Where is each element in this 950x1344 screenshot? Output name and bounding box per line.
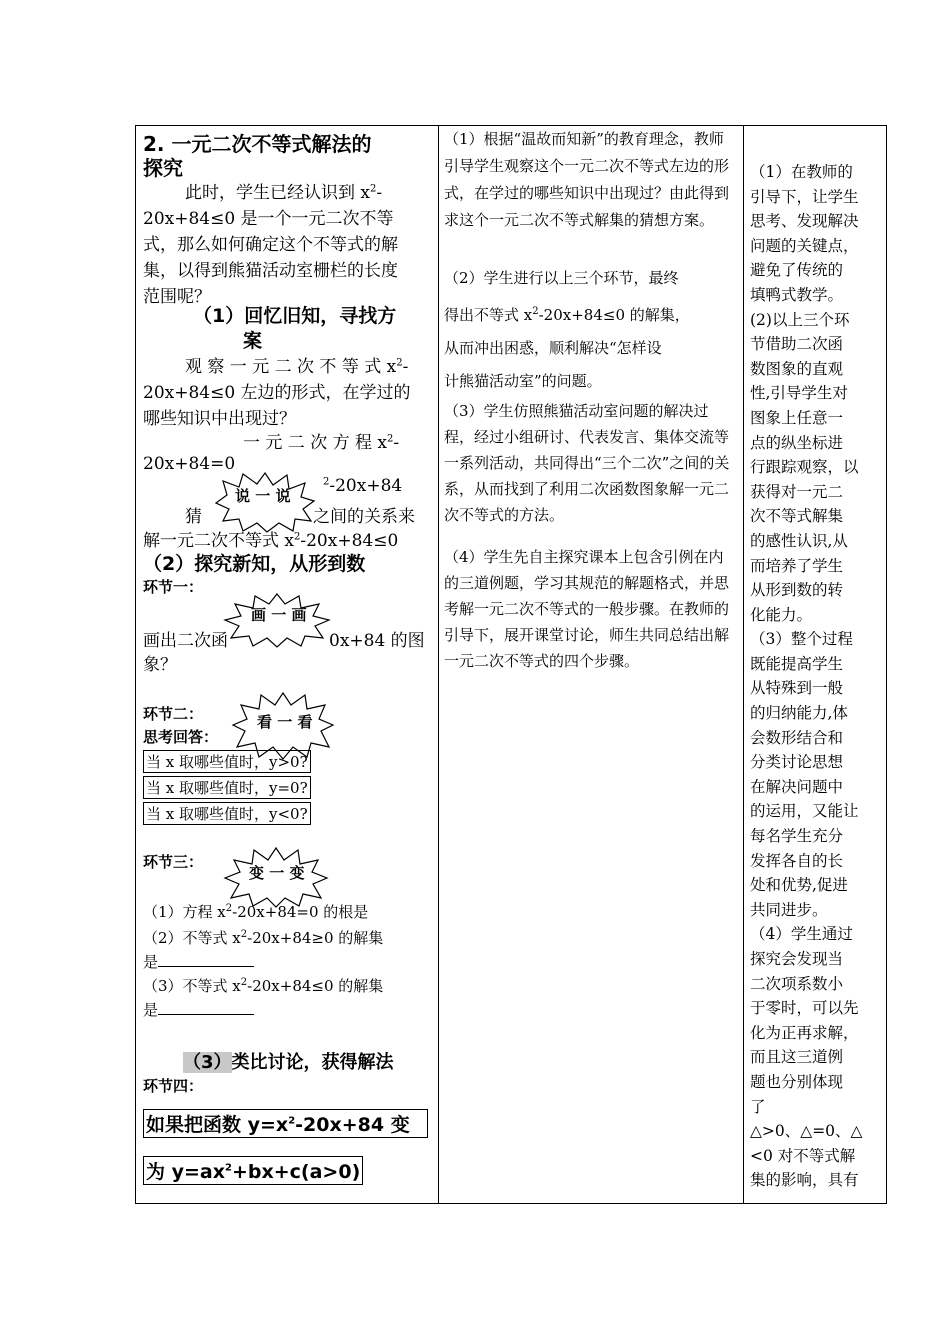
draw-task-text: 象？ [143,655,177,675]
observe-text: 20x+84≤0 左边的形式，在学过的 [143,383,411,403]
function-box: 如果把函数 $y=x^2-20x+84$ 变 [143,1109,428,1138]
exercise-2: （2）不等式 $x^2-20x+84\ge 0$ 的解集 [143,929,384,947]
activity-paragraph-1: （1）根据“温故而知新”的教育理念，教师引导学生观察这个一元二次不等式左边的形式，在学过的哪些知识中出现过？由此得到求这个一元二次不等式解集的猜想方案。 [444,130,730,229]
design-intent-column [750,126,880,1203]
subsection-heading: （3）类比讨论，获得解法 [183,1052,394,1073]
observe-text: 哪些知识中出现过？ [143,409,296,429]
subsection-heading: （1）回忆旧知，寻找方 [193,305,397,327]
question-box: 当 x 取哪些值时，y<0? [143,802,311,825]
guess-text: 解一元二次不等式 $x^2-20x+84\le 0$ [143,531,399,551]
stage-label: 环节二： [143,705,204,723]
section-heading: 2. 一元二次不等式解法的 [143,132,372,156]
section-heading-cont: 探究 [143,156,183,180]
question-box: 当 x 取哪些值时，y=0? [143,776,311,799]
equation-text: 20x+84=0 [143,454,236,474]
say-star-callout [215,471,315,533]
intro-text: 此时，学生已经认识到 $x^2-$ [185,183,383,203]
look-star-label: 看 一 看 [257,713,313,731]
subsection-heading: （2）探究新知，从形到数 [143,553,366,575]
draw-task-text: 画出二次函 [143,631,228,651]
question-box: 当 x 取哪些值时，y>0? [143,750,311,773]
exercise-3-answer: 是 [143,999,254,1020]
activity-column [444,126,738,1203]
function-box: 为 $y=ax^2+bx+c(a>0)$ [143,1156,363,1185]
answer-blank[interactable] [158,1000,254,1015]
draw-task-text: 0x+84 的图 [329,631,425,651]
subsection-heading-cont: 案 [243,330,263,352]
activity-paragraph-2: （2）学生进行以上三个环节，最终 得出不等式 $x^2-20x+84\le 0$ 的解集， 从而冲出困惑，顺利解决“怎样设 计熊猫活动室”的问题。 [444,269,690,390]
change-star-callout [223,846,329,908]
draw-star-label: 画 一 画 [251,606,307,624]
content-column [143,126,433,1203]
intro-text: 集，以得到熊猫活动室栅栏的长度 [143,261,398,281]
guess-text: 猜 [185,507,202,527]
exercise-3: （3）不等式 $x^2-20x+84\le 0$ 的解集 [143,977,384,995]
stage-label: 环节三： [143,853,204,871]
column-divider [743,126,744,1203]
change-star-label: 变 一 变 [249,864,305,882]
say-star-label: 说 一 说 [235,487,291,505]
draw-star-callout [223,592,331,648]
equation-text: 一 元 二 次 方 程 $x^2-$ [243,433,400,453]
guess-text: 之间的关系来 [313,507,415,527]
intro-text: 范围呢？ [143,287,211,307]
intro-text: 式，那么如何确定这个不等式的解 [143,235,398,255]
exercise-2-answer: 是 [143,951,254,972]
exercise-1: （1）方程 $x^2-20x+84=0$ 的根是 [143,903,369,921]
intro-text: 20x+84≤0 是一个一元二次不等 [143,209,394,229]
activity-paragraph-4: （4）学生先自主探究课本上包含引例在内的三道例题，学习其规范的解题格式，并思考解一元二次不等式的一般步骤。在教师的引导下，展开课堂讨论，师生共同总结出解一元二次不等式的四个步骤。 [444,548,730,670]
think-label: 思考回答： [143,728,219,746]
design-intent-text: （1）在教师的 引导下，让学生 思考、发现解决 问题的关键点， 避免了传统的 填鸭式教学。 (2)以上三个环 节借助二次函 数图象的直观 性,引导学生对 图象上任意一 点的纵坐标进 行跟踪观察，以 获得对一元二 次不等式解集 的感性认识,从 而培养了学生 从形到数的转 化能力。 （3）整个过程 既能提高学生 从特殊到一般 的归纳能力,体 会数形结合和 分类讨论思想 在解决问题中 的运用，又能让 每名学生充分 发挥各自的长 处和优势,促进 共同进步。 （4）学生通过 探究会发现当 二次项系数小 于零时，可以先 化为正再求解， 而且这三道例 题也分别体现 了 △>0、△=0、△ <0 对不等式解 集的影响，具有 [750,163,863,1190]
stage-label: 环节四： [143,1077,204,1095]
lesson-table [135,125,887,1204]
observe-text: 观 察 一 元 二 次 不 等 式 $x^2-$ [185,357,409,377]
stage-label: 环节一： [143,578,204,596]
function-text: $^2$-20x+84 [323,476,403,496]
answer-blank[interactable] [158,952,254,967]
column-divider [438,126,439,1203]
activity-paragraph-3: （3）学生仿照熊猫活动室问题的解决过程，经过小组研讨、代表发言、集体交流等一系列活动，共同得出“三个二次”之间的关系，从而找到了利用二次函数图象解一元二次不等式的方法。 [444,402,730,524]
